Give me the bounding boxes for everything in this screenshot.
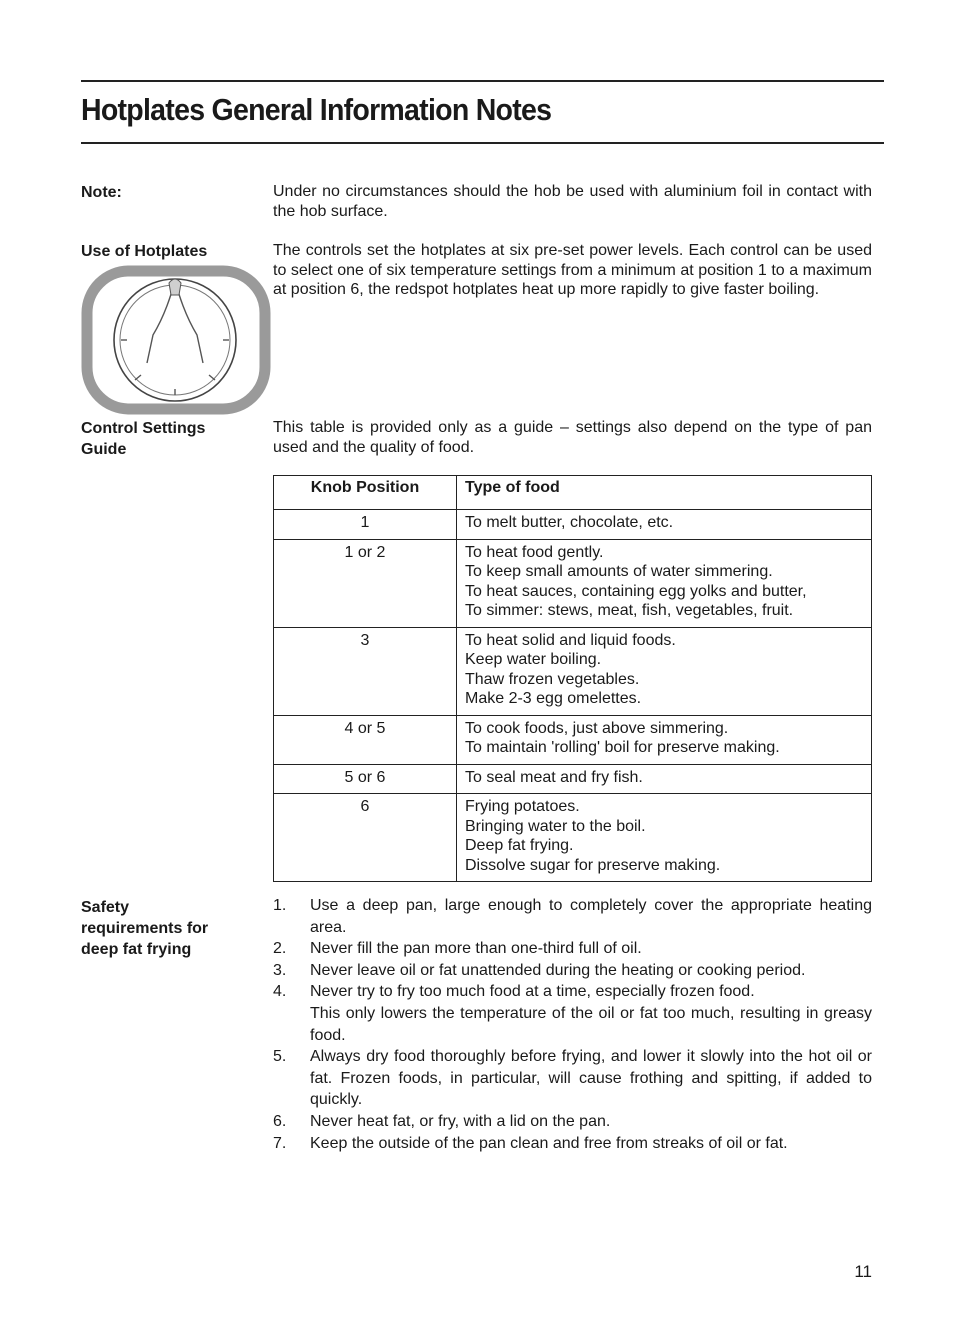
knob-position-cell: 4 or 5	[274, 715, 457, 764]
food-line: To melt butter, chocolate, etc.	[465, 514, 674, 531]
safety-label-line: deep fat frying	[81, 941, 192, 958]
table-row	[274, 794, 872, 882]
knob-position-cell: 3	[274, 627, 457, 715]
list-item-number: 5.	[273, 1048, 287, 1066]
food-line: Frying potatoes.	[465, 798, 580, 815]
food-line: Deep fat frying.	[465, 837, 574, 854]
type-of-food-cell	[457, 764, 872, 794]
use-of-hotplates-label: Use of Hotplates	[81, 243, 208, 260]
knob-position-cell: 1 or 2	[274, 539, 457, 627]
safety-label-line: requirements for	[81, 920, 209, 937]
column-header-type-of-food: Type of food	[457, 476, 872, 510]
list-item-text: Use a deep pan, large enough to completely cover the appropriate heating area.	[310, 897, 872, 936]
type-of-food-cell	[457, 627, 872, 715]
food-line: Thaw frozen vegetables.	[465, 670, 640, 688]
list-item-text: Never fill the pan more than one-third full of oil.	[310, 940, 642, 958]
table-row	[274, 510, 872, 540]
food-line: Dissolve sugar for preserve making.	[465, 856, 721, 874]
list-item-number: 3.	[273, 961, 287, 979]
type-of-food-cell	[457, 794, 872, 882]
control-settings-text: This table is provided only as a guide – settings also depend on the type of pan used and the quality of food.	[273, 419, 872, 456]
table-row	[274, 539, 872, 627]
food-line: Make 2-3 egg omelettes.	[465, 690, 642, 707]
column-header-knob-position: Knob Position	[274, 476, 457, 510]
list-item-text: Never leave oil or fat unattended during the heating or cooking period.	[310, 961, 806, 979]
list-item	[273, 938, 872, 960]
list-item-text: Never try to fry too much food at a time, especially frozen food.	[310, 983, 755, 1001]
note-label: Note:	[81, 184, 122, 201]
use-of-hotplates-text: The controls set the hotplates at six pre-set power levels. Each control can be used to select one of six temperature settings from a minimum at position 1 to a maximum at position 6, the redspot hotplates heat up more rapidly to give faster boiling.	[273, 242, 872, 298]
list-item-text: Never heat fat, or fry, with a lid on the pan.	[310, 1112, 611, 1130]
list-item	[273, 895, 872, 938]
type-of-food-cell	[457, 539, 872, 627]
top-rule	[81, 80, 884, 82]
food-line: To simmer: stews, meat, fish, vegetables, fruit.	[465, 602, 794, 619]
table-row	[274, 764, 872, 794]
table-row	[274, 715, 872, 764]
page-number: 11	[854, 1262, 872, 1281]
list-item-number: 7.	[273, 1134, 287, 1152]
control-settings-table	[273, 475, 872, 882]
food-line: To seal meat and fry fish.	[465, 768, 643, 786]
list-item-number: 1.	[273, 897, 287, 914]
food-line: To heat sauces, containing egg yolks and butter,	[465, 582, 807, 600]
list-item-number: 2.	[273, 940, 287, 958]
knob-position-cell: 6	[274, 794, 457, 882]
control-settings-label: Control Settings Guide	[81, 420, 206, 458]
knob-position-cell: 1	[274, 510, 457, 540]
list-item-text: Always dry food thoroughly before frying, and lower it slowly into the hot oil or fat. Frozen foods, in particular, will cause frothing and spitting, if added to quickly.	[310, 1048, 872, 1109]
food-line: Bringing water to the boil.	[465, 817, 646, 835]
page-title: Hotplates General Information Notes	[81, 92, 552, 127]
knob-position-cell: 5 or 6	[274, 764, 457, 794]
food-line: To heat solid and liquid foods.	[465, 631, 676, 649]
list-item	[273, 1111, 872, 1133]
control-knob-icon	[81, 265, 271, 415]
table-row	[274, 627, 872, 715]
list-item	[273, 1133, 872, 1155]
type-of-food-cell	[457, 510, 872, 540]
list-item-number: 4.	[273, 983, 287, 1001]
safety-label	[81, 897, 251, 960]
food-line: To heat food gently.	[465, 543, 604, 561]
type-of-food-cell	[457, 715, 872, 764]
safety-label-line: Safety	[81, 899, 130, 916]
list-item	[273, 1046, 872, 1111]
list-item-text: Keep the outside of the pan clean and free from streaks of oil or fat.	[310, 1134, 788, 1152]
list-item-number: 6.	[273, 1112, 287, 1130]
safety-list	[273, 895, 872, 1154]
note-text: Under no circumstances should the hob be used with aluminium foil in contact with the hob surface.	[273, 183, 872, 220]
food-line: To maintain 'rolling' boil for preserve making.	[465, 739, 780, 756]
food-line: To cook foods, just above simmering.	[465, 719, 729, 737]
food-line: Keep water boiling.	[465, 651, 602, 668]
food-line: To keep small amounts of water simmering.	[465, 563, 773, 580]
title-underline-rule	[81, 142, 884, 144]
list-item-extra-text: This only lowers the temperature of the oil or fat too much, resulting in greasy food.	[310, 1004, 872, 1044]
list-item	[273, 960, 872, 982]
table-header-row	[274, 476, 872, 510]
list-item	[273, 981, 872, 1046]
